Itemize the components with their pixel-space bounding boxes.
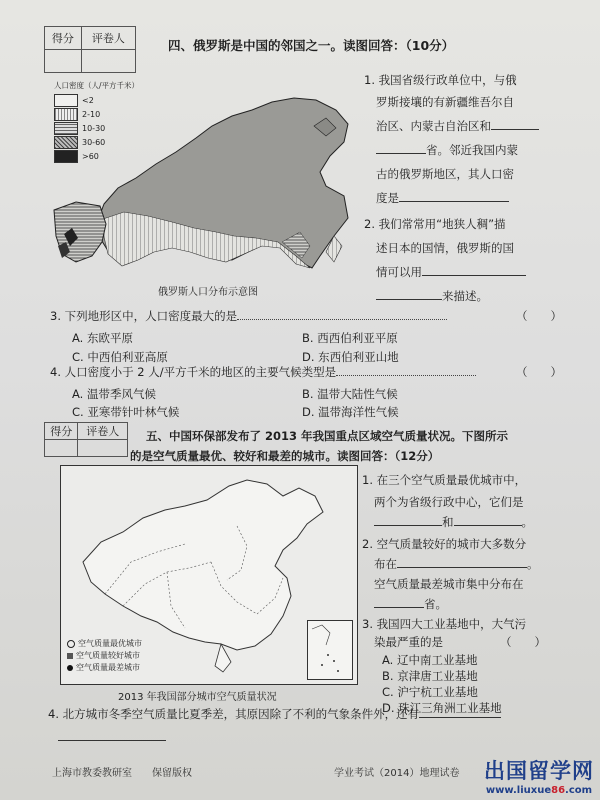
s4-q3-stem: 3. 下列地形区中，人口密度最大的是 <box>50 306 447 327</box>
legend-title: 人口密度（人/平方千米） <box>54 81 140 90</box>
watermark-url: www.liuxue86.com <box>485 785 593 796</box>
answer-blank[interactable] <box>397 555 527 568</box>
answer-blank[interactable] <box>374 513 442 526</box>
s4-q1-line: 度是 <box>376 188 509 209</box>
legend-item: 10-30 <box>54 121 139 135</box>
s4-q2-line: 来描述。 <box>376 286 488 307</box>
s4-q1-line: 治区、内蒙古自治区和 <box>376 116 539 137</box>
s4-q1-line: 罗斯接壤的有新疆维吾尔自 <box>376 95 514 109</box>
grader-header: 评卷人 <box>81 27 135 50</box>
score-header: 得分 <box>45 423 78 440</box>
score-cell[interactable] <box>45 50 82 73</box>
choice-d[interactable]: D. 珠江三角洲工业基地 <box>382 701 502 715</box>
grader-cell[interactable] <box>81 50 135 73</box>
answer-paren[interactable]: （ ） <box>516 365 562 379</box>
answer-blank[interactable] <box>399 189 509 202</box>
score-cell[interactable] <box>45 440 78 457</box>
s5-q2-line: 2. 空气质量较好的城市大多数分 <box>362 537 527 551</box>
s5-q4-line: 4. 北方城市冬季空气质量比夏季差，其原因除了不利的气象条件外，还有 <box>48 704 501 725</box>
s4-q4-stem: 4. 人口密度小于 2 人/平方千米的地区的主要气候类型是 <box>50 362 476 383</box>
s5-q2-line: 省。 <box>374 594 447 615</box>
answer-blank[interactable] <box>374 595 424 608</box>
answer-blank[interactable] <box>419 705 501 718</box>
section5-title-line2: 的是空气质量最优、较好和最差的城市。读图回答：（12分） <box>130 449 440 463</box>
choice-b[interactable]: B. 西西伯利亚平原 <box>302 331 398 345</box>
choice-c[interactable]: C. 亚寒带针叶林气候 <box>72 405 180 419</box>
s4-q1-line: 1. 我国省级行政单位中，与俄 <box>364 73 517 87</box>
s5-q3-line: 3. 我国四大工业基地中，大气污 <box>362 617 527 631</box>
answer-blank[interactable] <box>376 287 442 300</box>
score-header: 得分 <box>45 27 82 50</box>
choice-c[interactable]: C. 沪宁杭工业基地 <box>382 685 478 699</box>
russia-population-map <box>44 86 358 286</box>
russia-map-caption: 俄罗斯人口分布示意图 <box>158 287 258 298</box>
choice-b[interactable]: B. 温带大陆性气候 <box>302 387 398 401</box>
answer-blank[interactable] <box>422 263 526 276</box>
legend-item: <2 <box>54 93 139 107</box>
watermark-logo-text: 出国留学网 <box>484 759 594 783</box>
s5-q2-line: 布在 。 <box>374 557 539 571</box>
answer-paren[interactable]: （ ） <box>500 635 546 649</box>
choice-d[interactable]: D. 温带海洋性气候 <box>302 405 399 419</box>
choice-a[interactable]: A. 温带季风气候 <box>72 387 156 401</box>
grader-cell[interactable] <box>78 440 128 457</box>
s5-q2-line: 空气质量最差城市集中分布在 <box>374 577 524 591</box>
footer-publisher: 上海市教委教研室 <box>52 768 132 779</box>
legend-item: 30-60 <box>54 135 139 149</box>
s5-q1-line: 1. 在三个空气质量最优城市中， <box>362 473 527 487</box>
section5-title-line1: 五、中国环保部发布了 2013 年我国重点区域空气质量状况。下图所示 <box>146 429 509 443</box>
map-legend-best: 空气质量最优城市 <box>67 638 142 649</box>
legend-item: 2-10 <box>54 107 139 121</box>
china-air-quality-map <box>60 465 358 685</box>
answer-line[interactable] <box>58 740 166 741</box>
score-table-section4 <box>44 26 136 73</box>
answer-blank[interactable] <box>454 513 522 526</box>
choice-d[interactable]: D. 东西伯利亚山地 <box>302 350 399 364</box>
map-legend-good: 空气质量较好城市 <box>67 650 140 661</box>
s4-q1-line: 古的俄罗斯地区，其人口密 <box>376 167 514 181</box>
south-china-sea-inset <box>307 620 353 680</box>
s4-q2-line: 情可以用 <box>376 262 526 283</box>
site-watermark <box>484 755 594 796</box>
s4-q1-line: 省。邻近我国内蒙 <box>376 140 518 161</box>
answer-blank[interactable] <box>376 141 426 154</box>
score-table-section5 <box>44 422 128 457</box>
s5-q3-line: 染最严重的是 <box>374 635 443 649</box>
footer-copyright: 保留版权 <box>152 768 192 779</box>
map-legend-worst: 空气质量最差城市 <box>67 662 140 673</box>
choice-a[interactable]: A. 东欧平原 <box>72 331 133 345</box>
choice-b[interactable]: B. 京津唐工业基地 <box>382 669 478 683</box>
answer-paren[interactable]: （ ） <box>516 309 562 323</box>
s5-q1-line: 和 。 <box>374 512 533 533</box>
grader-header: 评卷人 <box>78 423 128 440</box>
choice-c[interactable]: C. 中西伯利亚高原 <box>72 350 168 364</box>
s4-q2-line: 2. 我们常常用“地狭人稠”描 <box>364 217 506 231</box>
footer-exam-title: 学业考试（2014）地理试卷 <box>334 768 460 779</box>
s4-q2-line: 述日本的国情，俄罗斯的国 <box>376 241 514 255</box>
answer-blank[interactable] <box>491 117 539 130</box>
legend-item: >60 <box>54 149 139 163</box>
china-map-caption: 2013 年我国部分城市空气质量状况 <box>118 692 277 703</box>
section4-title: 四、俄罗斯是中国的邻国之一。读图回答：（10分） <box>168 38 455 53</box>
s5-q1-line: 两个为省级行政中心，它们是 <box>374 495 524 509</box>
choice-a[interactable]: A. 辽中南工业基地 <box>382 653 478 667</box>
